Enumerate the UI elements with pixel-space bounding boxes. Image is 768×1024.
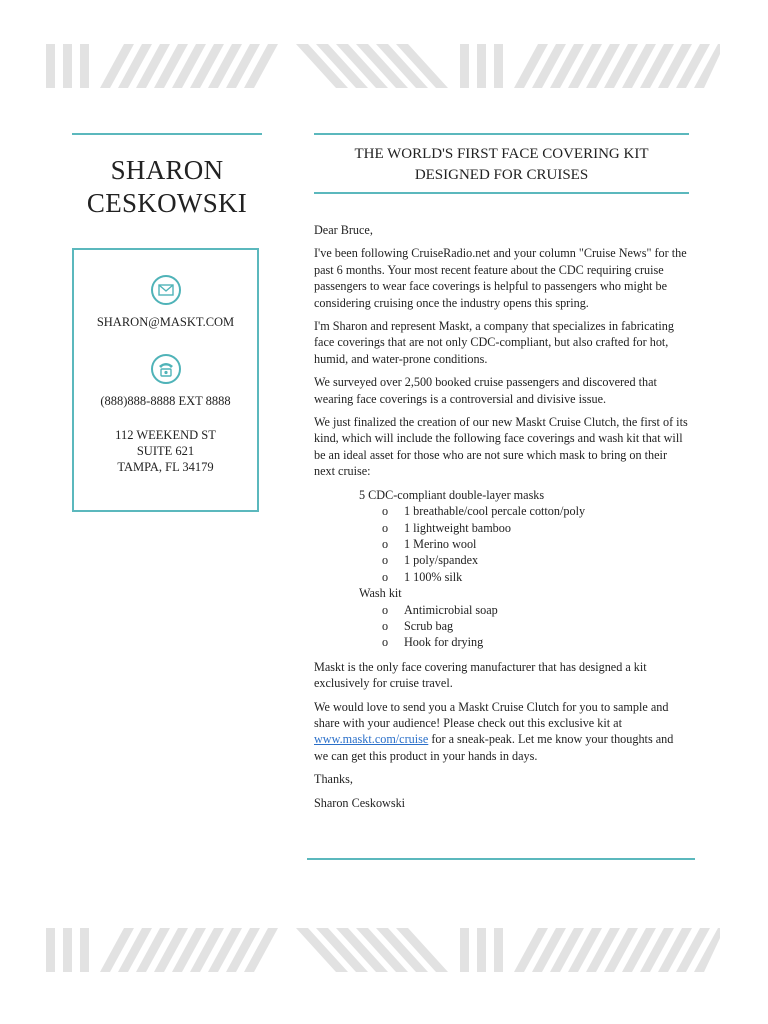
- list-item: [314, 487, 690, 503]
- signature: Sharon Ceskowski: [314, 795, 406, 810]
- list-bullet: o: [382, 602, 389, 617]
- paragraph: We just finalized the creation of our new Maskt Cruise Clutch, the first of its kind, which will include the following face coverings and wash kit that will be an ideal asset for those who are not sure which mask to bring on their next cruise:: [314, 415, 688, 479]
- envelope-icon: [151, 275, 181, 305]
- sender-name: [72, 154, 262, 220]
- paragraph-text: for a sneak-peak. Let me know your thoughts and we can get this product in your hands in days.: [314, 732, 674, 763]
- top-pattern-band: [46, 44, 720, 88]
- telephone-icon: [151, 354, 181, 384]
- contact-email[interactable]: SHARON@MASKT.COM: [96, 315, 235, 329]
- letter-title-line1: THE WORLD'S FIRST FACE COVERING KIT: [354, 146, 649, 162]
- contact-phone[interactable]: (888)888-8888 EXT 8888: [100, 394, 231, 408]
- list-item-text: 1 breathable/cool percale cotton/poly: [404, 504, 586, 519]
- list-item-text: Scrub bag: [404, 618, 454, 633]
- list-item: [314, 520, 690, 536]
- bottom-rule: [307, 858, 695, 860]
- list-item-text: Wash kit: [359, 586, 402, 601]
- list-bullet: o: [382, 569, 389, 584]
- letter-title: [314, 144, 689, 186]
- paragraph: [314, 699, 690, 765]
- title-bottom-rule: [314, 192, 689, 194]
- title-top-rule: [314, 133, 689, 135]
- closing: Thanks,: [314, 772, 353, 787]
- list-bullet: o: [382, 553, 389, 568]
- paragraph-text: We would love to send you a Maskt Cruise Clutch for you to sample and share with your audience! Please check out this exclusive kit at: [314, 699, 669, 730]
- list-item-text: Antimicrobial soap: [404, 602, 498, 617]
- list-item-text: 1 lightweight bamboo: [404, 520, 511, 535]
- left-top-rule: [72, 133, 262, 135]
- list-bullet: o: [382, 536, 389, 551]
- paragraph: We surveyed over 2,500 booked cruise passengers and discovered that wearing face coverings is a controversial and divisive issue.: [314, 375, 657, 406]
- list-item: [314, 634, 690, 650]
- letter-body: [314, 222, 690, 818]
- contact-box: [72, 248, 259, 512]
- kit-contents-list: [314, 487, 690, 651]
- list-bullet: o: [382, 635, 389, 650]
- salutation: Dear Bruce,: [314, 223, 373, 237]
- list-item-text: Hook for drying: [404, 635, 484, 650]
- list-item: [314, 503, 690, 519]
- paragraph: I'm Sharon and represent Maskt, a company that specializes in fabricating face coverings that are not only CDC-compliant, but also crafted for hot, humid, and water-prone conditions.: [314, 319, 674, 366]
- list-item-text: 1 Merino wool: [404, 536, 477, 551]
- list-item-text: 5 CDC-compliant double-layer masks: [359, 487, 545, 502]
- list-item: [314, 536, 690, 552]
- list-bullet: o: [382, 520, 389, 535]
- paragraph: I've been following CruiseRadio.net and your column "Cruise News" for the past 6 months. Your most recent feature about the CDC requiring cruise passengers to wear face coverings is helpful to passengers who might be considering cruising once the industry opens this spring.: [314, 246, 687, 310]
- bottom-pattern-band: [46, 928, 720, 972]
- address-line2: SUITE 621: [136, 444, 195, 458]
- list-item-text: 1 100% silk: [404, 569, 463, 584]
- letter-title-line2: DESIGNED FOR CRUISES: [414, 167, 589, 183]
- list-item: [314, 618, 690, 634]
- list-item-text: 1 poly/spandex: [404, 553, 479, 568]
- list-item: [314, 585, 690, 601]
- list-item: [314, 602, 690, 618]
- sender-name-line2: CESKOWSKI: [86, 188, 248, 218]
- list-bullet: o: [382, 618, 389, 633]
- maskt-cruise-link[interactable]: www.maskt.com/cruise: [314, 732, 429, 747]
- sender-name-line1: SHARON: [110, 155, 224, 185]
- paragraph: Maskt is the only face covering manufacturer that has designed a kit exclusively for cruise travel.: [314, 659, 647, 691]
- list-item: [314, 569, 690, 585]
- list-item: [314, 552, 690, 568]
- list-bullet: o: [382, 504, 389, 519]
- address-line3: TAMPA, FL 34179: [117, 460, 214, 474]
- address-line1: 112 WEEKEND ST: [115, 428, 216, 442]
